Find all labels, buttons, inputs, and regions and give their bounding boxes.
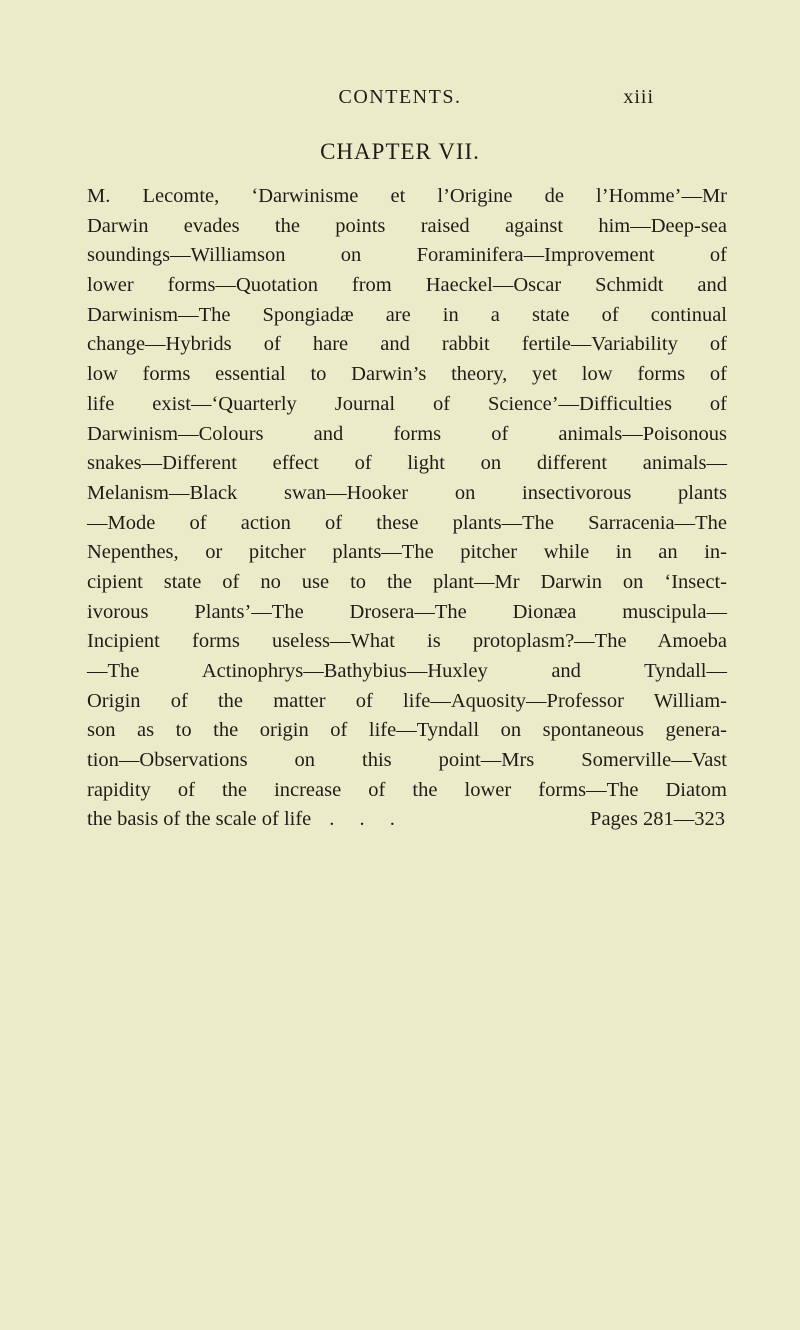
summary-line: Darwinism—Colours and forms of animals—Poisonous [87, 422, 727, 445]
dot-leaders: . . . [329, 808, 405, 831]
summary-line: rapidity of the increase of the lower forms—The Diatom [87, 778, 727, 801]
page-range: Pages 281—323 [590, 808, 725, 831]
page-folio: xiii [623, 86, 654, 108]
summary-line: the basis of the scale of life [87, 808, 312, 831]
summary-line: son as to the origin of life—Tyndall on spontaneous genera- [87, 719, 727, 742]
summary-line: tion—Observations on this point—Mrs Somerville—Vast [87, 749, 727, 772]
summary-line: Origin of the matter of life—Aquosity—Professor William- [87, 689, 727, 712]
running-head [0, 86, 800, 116]
summary-line: lower forms—Quotation from Haeckel—Oscar Schmidt and [87, 274, 727, 297]
summary-line: life exist—‘Quarterly Journal of Science’—Difficulties of [87, 392, 727, 415]
summary-line: —The Actinophrys—Bathybius—Huxley and Tyndall— [87, 660, 727, 682]
summary-line: change—Hybrids of hare and rabbit fertile—Variability of [87, 333, 727, 356]
summary-line: —Mode of action of these plants—The Sarracenia—The [87, 511, 727, 534]
summary-line: Melanism—Black swan—Hooker on insectivorous plants [87, 481, 727, 504]
summary-line: M. Lecomte, ‘Darwinisme et l’Origine de l’Homme’—Mr [87, 185, 727, 207]
summary-line: snakes—Different effect of light on different animals— [87, 452, 727, 475]
summary-line: cipient state of no use to the plant—Mr Darwin on ‘Insect- [87, 570, 727, 593]
chapter-summary [87, 182, 727, 835]
summary-line: Incipient forms useless—What is protoplasm?—The Amoeba [87, 630, 727, 653]
summary-line: Darwin evades the points raised against him—Deep-sea [87, 214, 727, 237]
summary-last-line [87, 805, 727, 835]
summary-line: Darwinism—The Spongiadæ are in a state of continual [87, 303, 727, 326]
summary-line: ivorous Plants’—The Drosera—The Dionæa muscipula— [87, 600, 727, 623]
summary-line: Nepenthes, or pitcher plants—The pitcher while in an in- [87, 541, 727, 564]
running-title: CONTENTS. [338, 86, 462, 108]
summary-line: soundings—Williamson on Foraminifera—Improvement of [87, 244, 727, 267]
summary-line: low forms essential to Darwin’s theory, yet low forms of [87, 363, 727, 386]
chapter-heading: CHAPTER VII. [320, 139, 480, 164]
